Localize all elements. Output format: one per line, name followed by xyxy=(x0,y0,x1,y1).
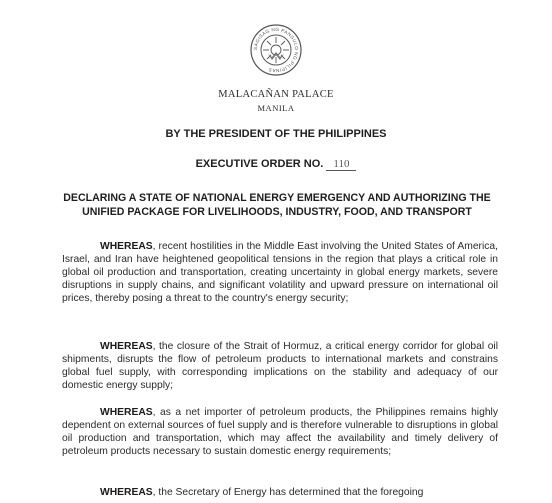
authority-heading: BY THE PRESIDENT OF THE PHILIPPINES xyxy=(165,128,387,140)
whereas-text: , the Secretary of Energy has determined that the foregoing xyxy=(152,487,424,498)
executive-order-label: EXECUTIVE ORDER NO. xyxy=(195,158,324,170)
svg-text:SAGISAG NG PANGULO NG PILIPINA xyxy=(253,27,299,73)
whereas-clause xyxy=(62,340,498,392)
whereas-lead: WHEREAS xyxy=(100,487,153,498)
whereas-clause xyxy=(62,240,498,305)
presidential-seal-icon xyxy=(250,24,302,76)
order-title: DECLARING A STATE OF NATIONAL ENERGY EMERGENCY AND AUTHORIZING THE UNIFIED PACKAGE FOR LIVELIHOODS, INDUSTRY, FOOD, AND TRANSPORT xyxy=(63,192,491,218)
whereas-text: , the closure of the Strait of Hormuz, a critical energy corridor for global oil shipments, disrupts the flow of petroleum products to international markets and constrains global fuel supply, with corresponding implications on the stability and adequacy of our domestic energy supply; xyxy=(62,341,498,392)
seal-ring-text: SAGISAG NG PANGULO NG PILIPINAS xyxy=(252,26,300,74)
whereas-lead: WHEREAS xyxy=(100,341,153,352)
whereas-text: , recent hostilities in the Middle East involving the United States of America, Israel, and Iran have heightened geopolitical tensions in the region that plays a critical role in global oil production and transportation, creating uncertainty in global energy markets, severe disruptions in supply chains, and significant volatility and upward pressure on international oil prices, thereby posing a threat to the country's energy security; xyxy=(62,241,498,305)
executive-order-number: 110 xyxy=(326,159,356,171)
whereas-lead: WHEREAS xyxy=(100,241,153,252)
executive-order-heading xyxy=(0,158,552,171)
whereas-clause xyxy=(62,486,498,499)
whereas-clause xyxy=(62,406,498,458)
whereas-lead: WHEREAS xyxy=(100,407,153,418)
palace-city: MANILA xyxy=(257,103,295,113)
palace-name: MALACAÑAN PALACE xyxy=(218,89,334,100)
whereas-text: , as a net importer of petroleum products, the Philippines remains highly dependent on external sources of fuel supply and is therefore vulnerable to disruptions in global oil production and transportation, which may affect the availability and timely delivery of petroleum products necessary to sustain domestic energy requirements; xyxy=(62,407,498,458)
